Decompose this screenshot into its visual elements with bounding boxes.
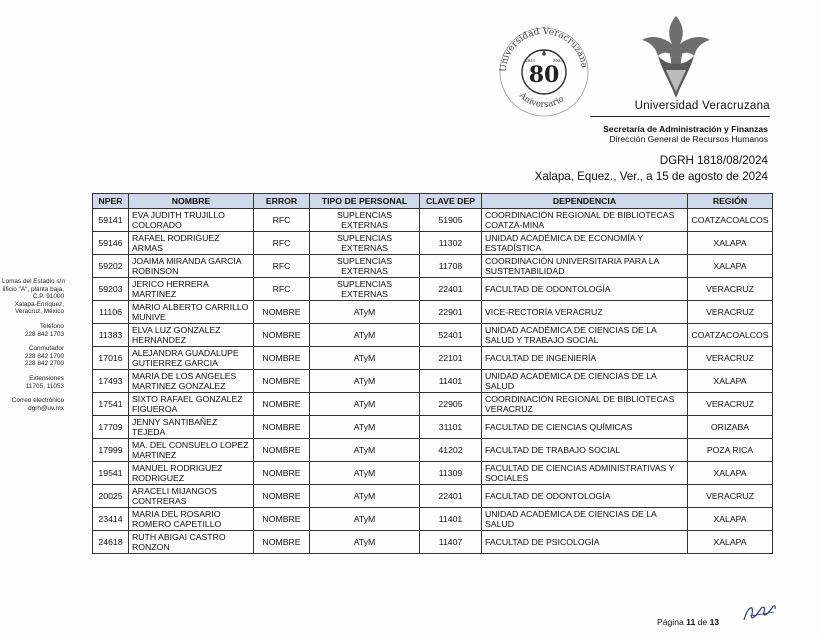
page-current: 11	[686, 617, 696, 627]
cell-nper: 59141	[93, 209, 129, 232]
letterhead-divider	[590, 116, 770, 117]
header-clave-dep: CLAVE DEP	[420, 194, 482, 209]
table-row	[93, 393, 773, 416]
cell-nombre: MA. DEL CONSUELO LOPEZ MARTINEZ	[129, 439, 254, 462]
cell-nper: 59202	[93, 255, 129, 278]
cell-dependencia: FACULTAD DE TRABAJO SOCIAL	[482, 439, 688, 462]
cell-nper: 59146	[93, 232, 129, 255]
directorate-name: Dirección General de Recursos Humanos	[609, 134, 768, 144]
cell-nombre: JERICO HERRERA MARTINEZ	[129, 278, 254, 301]
cell-region: COATZACOALCOS	[688, 209, 773, 232]
cell-tipo-personal: ATyM	[310, 347, 420, 370]
cell-dependencia: FACULTAD DE CIENCIAS ADMINISTRATIVAS Y SOCIALES	[482, 462, 688, 485]
cell-nombre: ALEJANDRA GUADALUPE GUTIERREZ GARCIA	[129, 347, 254, 370]
table-row	[93, 531, 773, 554]
cell-nper: 17493	[93, 370, 129, 393]
cell-dependencia: COORDINACIÓN REGIONAL DE BIBLIOTECAS VERACRUZ	[482, 393, 688, 416]
cell-error: NOMBRE	[254, 485, 310, 508]
table-row	[93, 485, 773, 508]
cell-error: NOMBRE	[254, 370, 310, 393]
cell-nper: 24618	[93, 531, 129, 554]
cell-clave-dep: 52401	[420, 324, 482, 347]
svg-text:2024: 2024	[552, 58, 564, 63]
address-line: Lomas del Estadio s/n	[2, 278, 65, 285]
cell-error: RFC	[254, 232, 310, 255]
cell-tipo-personal: SUPLENCIAS EXTERNAS	[310, 232, 420, 255]
switchboard-number: 228 842 1700	[24, 352, 64, 360]
header-nombre: NOMBRE	[129, 194, 254, 209]
cell-error: NOMBRE	[254, 347, 310, 370]
page-number	[657, 617, 719, 627]
cell-region: XALAPA	[688, 508, 773, 531]
header-nper: NPER	[93, 194, 129, 209]
phone-number: 228 842 1703	[24, 330, 64, 338]
cell-dependencia: FACULTAD DE ODONTOLOGÍA	[482, 485, 688, 508]
header-dependencia: DEPENDENCIA	[482, 194, 688, 209]
email-label: Correo electrónico	[11, 397, 64, 405]
table-row	[93, 347, 773, 370]
department-block	[603, 124, 768, 144]
svg-text:Aniversario: Aniversario	[517, 90, 567, 110]
table-row	[93, 209, 773, 232]
cell-region: VERACRUZ	[688, 301, 773, 324]
table-row	[93, 462, 773, 485]
table-row	[93, 278, 773, 301]
cell-region: VERACRUZ	[688, 393, 773, 416]
cell-clave-dep: 41202	[420, 439, 482, 462]
cell-nper: 59203	[93, 278, 129, 301]
cell-region: XALAPA	[688, 462, 773, 485]
cell-region: ORIZABA	[688, 416, 773, 439]
extensions-label: Extensiones	[29, 374, 64, 382]
cell-tipo-personal: ATyM	[310, 301, 420, 324]
cell-nper: 11106	[93, 301, 129, 324]
cell-tipo-personal: ATyM	[310, 462, 420, 485]
cell-dependencia: FACULTAD DE PSICOLOGÍA	[482, 531, 688, 554]
cell-dependencia: FACULTAD DE CIENCIAS QUÍMICAS	[482, 416, 688, 439]
cell-nper: 17016	[93, 347, 129, 370]
secretariat-name: Secretaría de Administración y Finanzas	[603, 124, 768, 134]
cell-clave-dep: 51905	[420, 209, 482, 232]
cell-error: RFC	[254, 255, 310, 278]
cell-nombre: ELVA LUZ GONZALEZ HERNANDEZ	[129, 324, 254, 347]
svg-text:1944: 1944	[524, 58, 536, 63]
cell-error: NOMBRE	[254, 439, 310, 462]
cell-error: NOMBRE	[254, 462, 310, 485]
cell-dependencia: UNIDAD ACADÉMICA DE ECONOMÍA Y ESTADÍSTICA	[482, 232, 688, 255]
cell-error: RFC	[254, 278, 310, 301]
cell-clave-dep: 11401	[420, 370, 482, 393]
cell-error: NOMBRE	[254, 393, 310, 416]
cell-nper: 23414	[93, 508, 129, 531]
cell-clave-dep: 11309	[420, 462, 482, 485]
header-tipo-personal: TIPO DE PERSONAL	[310, 194, 420, 209]
cell-nombre: SIXTO RAFAEL GONZALEZ FIGUEROA	[129, 393, 254, 416]
cell-error: NOMBRE	[254, 531, 310, 554]
cell-nombre: JENNY SANTIBAÑEZ TEJEDA	[129, 416, 254, 439]
cell-tipo-personal: ATyM	[310, 393, 420, 416]
header-error: ERROR	[254, 194, 310, 209]
cell-region: VERACRUZ	[688, 485, 773, 508]
personnel-error-table	[92, 193, 773, 554]
cell-clave-dep: 31101	[420, 416, 482, 439]
cell-tipo-personal: ATyM	[310, 531, 420, 554]
phone-label: Teléfono	[39, 322, 64, 330]
cell-dependencia: UNIDAD ACADÉMICA DE CIENCIAS DE LA SALUD Y TRABAJO SOCIAL	[482, 324, 688, 347]
cell-region: XALAPA	[688, 531, 773, 554]
cell-error: NOMBRE	[254, 508, 310, 531]
cell-nper: 11383	[93, 324, 129, 347]
cell-nombre: MARIA DEL ROSARIO ROMERO CAPETILLO	[129, 508, 254, 531]
email-block	[2, 397, 64, 412]
switchboard-block	[2, 345, 64, 368]
cell-nombre: MANUEL RODRIGUEZ RODRIGUEZ	[129, 462, 254, 485]
table-header-row	[93, 194, 773, 209]
switchboard-number: 228 842 2700	[24, 360, 64, 368]
cell-region: POZA RICA	[688, 439, 773, 462]
cell-dependencia: UNIDAD ACADÉMICA DE CIENCIAS DE LA SALUD	[482, 370, 688, 393]
cell-clave-dep: 11407	[420, 531, 482, 554]
cell-region: COATZACOALCOS	[688, 324, 773, 347]
handwritten-signature	[740, 598, 780, 626]
cell-region: VERACRUZ	[688, 347, 773, 370]
document-dateline: Xalapa, Equez., Ver., a 15 de agosto de 2024	[534, 170, 768, 183]
cell-region: XALAPA	[688, 255, 773, 278]
table-row	[93, 439, 773, 462]
address-line: lificio "A", planta baja,	[2, 285, 64, 293]
cell-error: RFC	[254, 209, 310, 232]
cell-clave-dep: 22401	[420, 485, 482, 508]
cell-dependencia: FACULTAD DE ODONTOLOGÍA	[482, 278, 688, 301]
page-label: Página	[657, 617, 684, 627]
cell-nombre: RAFAEL RODRIGUEZ ARMAS	[129, 232, 254, 255]
table-row	[93, 508, 773, 531]
cell-error: NOMBRE	[254, 416, 310, 439]
cell-nombre: ARACELI MIJANGOS CONTRERAS	[129, 485, 254, 508]
cell-tipo-personal: SUPLENCIAS EXTERNAS	[310, 255, 420, 278]
address-line: Xalapa-Enríquez,	[14, 300, 64, 308]
table-row	[93, 232, 773, 255]
table-row	[93, 370, 773, 393]
cell-tipo-personal: ATyM	[310, 416, 420, 439]
cell-nper: 17541	[93, 393, 129, 416]
cell-region: XALAPA	[688, 370, 773, 393]
cell-region: XALAPA	[688, 232, 773, 255]
address-line: Veracruz, México	[14, 308, 64, 316]
cell-clave-dep: 22401	[420, 278, 482, 301]
cell-tipo-personal: SUPLENCIAS EXTERNAS	[310, 278, 420, 301]
address-line: C.P. 91000	[32, 293, 64, 301]
cell-nombre: JOAIMA MIRANDA GARCIA ROBINSON	[129, 255, 254, 278]
extensions-block	[2, 375, 64, 390]
cell-tipo-personal: ATyM	[310, 508, 420, 531]
cell-tipo-personal: ATyM	[310, 485, 420, 508]
cell-nper: 17999	[93, 439, 129, 462]
cell-tipo-personal: ATyM	[310, 370, 420, 393]
email-address: dgrh@uv.mx	[28, 404, 64, 412]
switchboard-label: Conmutador	[28, 345, 64, 353]
cell-error: NOMBRE	[254, 301, 310, 324]
svg-text:80: 80	[528, 62, 560, 88]
cell-nombre: EVA JUDITH TRUJILLO COLORADO	[129, 209, 254, 232]
university-name: Universidad Veracruzana	[634, 100, 770, 112]
cell-clave-dep: 11302	[420, 232, 482, 255]
cell-nper: 19541	[93, 462, 129, 485]
document-reference: DGRH 1818/08/2024	[659, 154, 768, 167]
svg-text:Universidad Veracruzana: Universidad Veracruzana	[498, 26, 589, 73]
table-row	[93, 324, 773, 347]
table-row	[93, 255, 773, 278]
cell-nper: 20025	[93, 485, 129, 508]
cell-dependencia: COORDINACIÓN UNIVERSITARIA PARA LA SUSTENTABILIDAD	[482, 255, 688, 278]
cell-tipo-personal: ATyM	[310, 439, 420, 462]
address-block	[2, 278, 64, 316]
cell-region: VERACRUZ	[688, 278, 773, 301]
cell-dependencia: VICE-RECTORÍA VERACRUZ	[482, 301, 688, 324]
cell-clave-dep: 11708	[420, 255, 482, 278]
table-row	[93, 301, 773, 324]
cell-tipo-personal: ATyM	[310, 324, 420, 347]
contact-sidebar	[2, 278, 64, 419]
cell-nper: 17709	[93, 416, 129, 439]
table-row	[93, 416, 773, 439]
cell-nombre: RUTH ABIGAI CASTRO RONZON	[129, 531, 254, 554]
cell-nombre: MARIA DE LOS ANGELES MARTINEZ GONZALEZ	[129, 370, 254, 393]
cell-nombre: MARIO ALBERTO CARRILLO MUNIVE	[129, 301, 254, 324]
anniversary-seal-logo	[494, 20, 594, 120]
header-region: REGIÓN	[688, 194, 773, 209]
page-total: 13	[709, 617, 720, 627]
cell-error: NOMBRE	[254, 324, 310, 347]
cell-dependencia: COORDINACIÓN REGIONAL DE BIBLIOTECAS COATZA-MINA	[482, 209, 688, 232]
uv-fleur-de-lis-logo	[636, 12, 716, 104]
extensions-value: 11705, 11053	[25, 382, 64, 390]
cell-dependencia: UNIDAD ACADÉMICA DE CIENCIAS DE LA SALUD	[482, 508, 688, 531]
cell-clave-dep: 22905	[420, 393, 482, 416]
cell-clave-dep: 11401	[420, 508, 482, 531]
page-separator: de	[697, 617, 708, 627]
phone-block	[2, 323, 64, 338]
cell-clave-dep: 22901	[420, 301, 482, 324]
cell-dependencia: FACULTAD DE INGENIERÍA	[482, 347, 688, 370]
cell-clave-dep: 22101	[420, 347, 482, 370]
cell-tipo-personal: SUPLENCIAS EXTERNAS	[310, 209, 420, 232]
